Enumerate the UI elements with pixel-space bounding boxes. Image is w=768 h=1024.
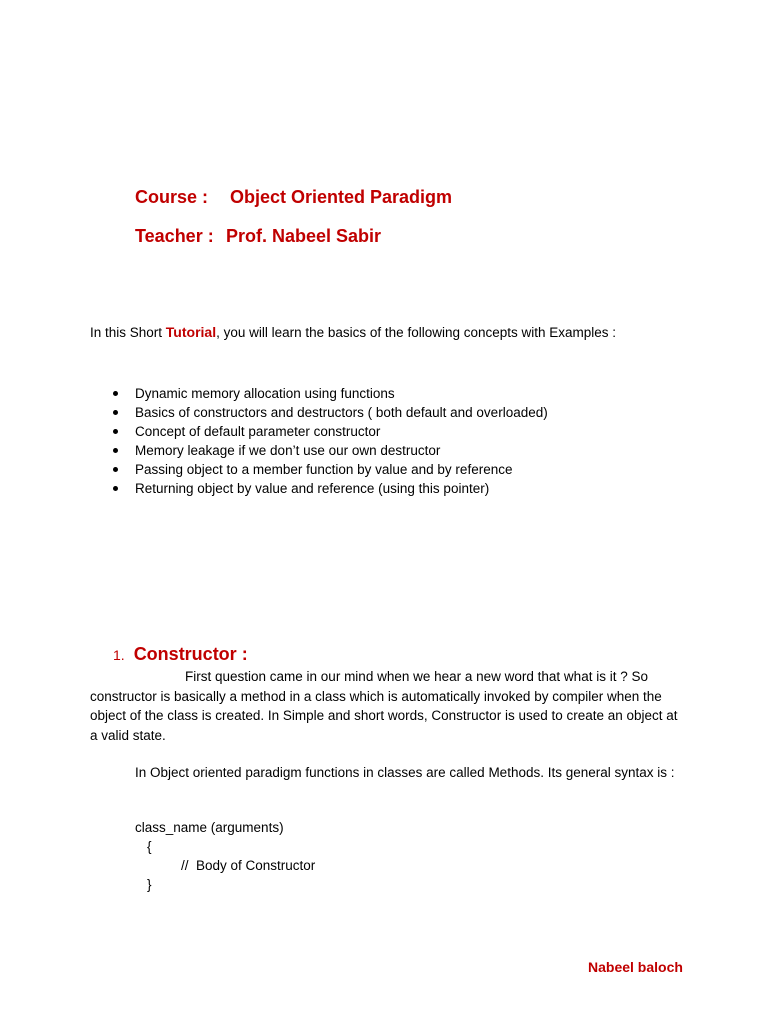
bullet-icon bbox=[113, 448, 118, 453]
bullet-icon bbox=[113, 391, 118, 396]
bullet-icon bbox=[113, 467, 118, 472]
list-item bbox=[110, 403, 548, 422]
intro-highlight: Tutorial bbox=[165, 324, 217, 340]
teacher-heading bbox=[135, 226, 382, 247]
teacher-value: Prof. Nabeel Sabir bbox=[226, 226, 382, 246]
section-title: Constructor : bbox=[133, 644, 248, 664]
concept-list bbox=[110, 384, 548, 498]
list-item bbox=[110, 384, 548, 403]
course-label: Course : bbox=[135, 187, 209, 207]
bullet-icon bbox=[113, 429, 118, 434]
list-item bbox=[110, 422, 548, 441]
code-close-brace: } bbox=[147, 877, 152, 892]
list-item-text: Passing object to a member function by value and by reference bbox=[135, 462, 513, 477]
list-item-text: Concept of default parameter constructor bbox=[135, 424, 381, 439]
intro-sentence bbox=[90, 324, 616, 340]
paragraph-text: First question came in our mind when we hear a new word that what is it ? So constructor is basically a method in a class which is automatically invoked by compiler when the object of the class is created. In Simple and short words, Constructor is used to create an object at a valid state. bbox=[90, 669, 678, 743]
teacher-label: Teacher : bbox=[135, 226, 214, 246]
section-paragraph-2 bbox=[90, 763, 682, 783]
list-item-text: Memory leakage if we don’t use our own destructor bbox=[135, 443, 441, 458]
list-item bbox=[110, 441, 548, 460]
bullet-icon bbox=[113, 486, 118, 491]
bullet-icon bbox=[113, 410, 118, 415]
code-body-comment: // Body of Constructor bbox=[181, 858, 316, 873]
code-signature: class_name (arguments) bbox=[135, 820, 284, 835]
section-heading bbox=[113, 644, 248, 665]
list-item-text: Basics of constructors and destructors ( both default and overloaded) bbox=[135, 405, 548, 420]
list-item-text: Returning object by value and reference (using this pointer) bbox=[135, 481, 490, 496]
intro-after: , you will learn the basics of the following concepts with Examples : bbox=[216, 325, 617, 340]
section-paragraph bbox=[90, 667, 682, 745]
code-open-brace: { bbox=[147, 839, 152, 854]
list-item bbox=[110, 460, 548, 479]
course-heading bbox=[135, 187, 453, 208]
course-value: Object Oriented Paradigm bbox=[230, 187, 453, 207]
intro-before: In this Short bbox=[90, 325, 166, 340]
footer-author: Nabeel baloch bbox=[588, 959, 683, 975]
list-item-text: Dynamic memory allocation using functions bbox=[135, 386, 395, 401]
paragraph-text: In Object oriented paradigm functions in classes are called Methods. Its general syntax is : bbox=[135, 765, 675, 780]
list-item bbox=[110, 479, 548, 498]
section-number: 1. bbox=[113, 647, 125, 663]
